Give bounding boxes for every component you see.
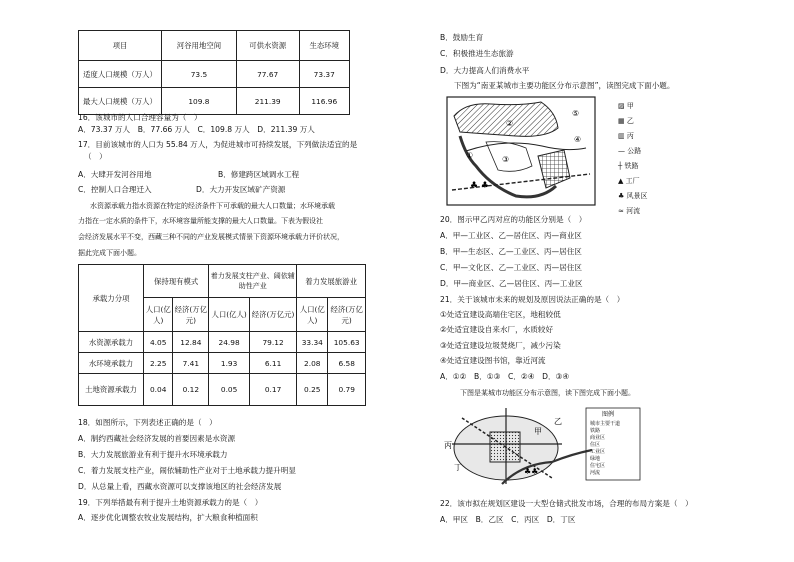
legend-swatch-icon: ▥ xyxy=(618,132,627,140)
q17-stem: 17．目前该城市的人口为 55.84 万人，为促进城市可持续发展，下列做法适宜的是 xyxy=(78,140,358,149)
q17-b: B．修建跨区域调水工程 xyxy=(218,170,300,179)
sub-pop: 人口(亿人) xyxy=(144,298,173,332)
q18-b: B．大力发展旅游业有利于提升水环境承载力 xyxy=(78,450,228,459)
cell: 0.04 xyxy=(144,374,173,406)
q20-c: C．甲—文化区、乙—工业区、丙—居住区 xyxy=(440,263,582,272)
legend-scenic: ♣ 风景区 xyxy=(618,192,648,200)
cell: 6.58 xyxy=(328,353,366,374)
q19-a: A．逐步优化调整农牧业发展结构，扩大粮食种植面积 xyxy=(78,513,258,522)
legend-road: — 公路 xyxy=(618,147,642,155)
legend-item: 绿地 xyxy=(590,456,601,462)
q21-o2: ②处适宜建设自来水厂，水质较好 xyxy=(440,325,554,334)
cell: 12.84 xyxy=(173,332,209,353)
q18-a: A．制约西藏社会经济发展的首要因素是水资源 xyxy=(78,434,236,443)
q21-o4: ④处适宜建设图书馆，靠近河流 xyxy=(440,356,546,365)
q20-a: A．甲—工业区、乙—居住区、丙—商业区 xyxy=(440,231,582,240)
q21-o3: ③处适宜建设垃圾焚烧厂，减少污染 xyxy=(440,341,561,350)
zone-yi-label: 乙 xyxy=(554,417,562,426)
q17-a: A．大肆开发河谷用地 xyxy=(78,170,152,179)
legend-bing: ▥ 丙 xyxy=(618,132,634,140)
passage-line: 水资源承载力指水资源在特定的经济条件下可承载的最大人口数量；水环境承载 xyxy=(90,202,335,210)
table-capacity xyxy=(78,264,366,406)
cell: 116.96 xyxy=(299,88,349,115)
q16-options: A．73.37 万人 B．77.66 万人 C．109.8 万人 D．211.39 万人 xyxy=(78,125,315,134)
label-3: ③ xyxy=(502,155,510,164)
q19-d: D．大力提高人们消费水平 xyxy=(440,66,530,75)
th-item: 项目 xyxy=(79,31,162,61)
cell: 1.93 xyxy=(209,353,250,374)
cell: 0.25 xyxy=(297,374,328,406)
map2-intro: 下图是某城市功能区分布示意图，读下图完成下面小题。 xyxy=(460,389,635,397)
cell: 0.05 xyxy=(209,374,250,406)
legend-item: 商业区 xyxy=(590,435,606,441)
legend-rail: ┼ 铁路 xyxy=(618,162,639,170)
cell: 109.8 xyxy=(162,88,237,115)
line-icon: — xyxy=(618,147,628,155)
legend-swatch-icon: ▨ xyxy=(618,102,627,110)
legend-yi: ▦ 乙 xyxy=(618,117,634,125)
th-mode2: 着力发展支柱产业、阔依辅助性产业 xyxy=(209,265,297,298)
legend-item: 河流 xyxy=(590,470,601,476)
factory-icon: ▲ xyxy=(618,177,626,185)
q18-c: C．着力发展支柱产业，闹依辅助性产业对于土地承载力提升明显 xyxy=(78,466,296,475)
q22-options: A．甲区 B．乙区 C．丙区 D．丁区 xyxy=(440,515,576,524)
zone-jia-label: 甲 xyxy=(534,427,542,436)
label-5: ⑤ xyxy=(572,109,580,118)
cell: 0.12 xyxy=(173,374,209,406)
th-valley: 河谷用地空间 xyxy=(162,31,237,61)
tree-icon: ♣♣ xyxy=(524,467,539,476)
cell: 73.37 xyxy=(299,61,349,88)
cell: 79.12 xyxy=(249,332,296,353)
q16-stem: 16．该城市的人口合理容量为（ ） xyxy=(78,113,202,122)
zone-ding-label: 丁 xyxy=(454,463,462,472)
row-label: 水环境承载力 xyxy=(79,353,144,374)
legend-river: ≈ 河流 xyxy=(618,207,641,215)
cell: 最大人口规模（万人） xyxy=(79,88,162,115)
legend-item: 住宅区 xyxy=(590,463,606,469)
q18-d: D．从总量上看，西藏水资源可以支撑该地区的社会经济发展 xyxy=(78,482,282,491)
passage-line: 据此完成下面小题。 xyxy=(78,249,141,257)
q21-options: A．①② B．①③ C．②④ D．③④ xyxy=(440,372,570,381)
q20-d: D．甲—商业区、乙—居住区、丙—工业区 xyxy=(440,279,583,288)
river-icon: ≈ xyxy=(618,207,627,215)
q19-b: B．鼓励生育 xyxy=(440,33,484,42)
th-capacity: 承载力分项 xyxy=(79,265,144,332)
cell: 33.34 xyxy=(297,332,328,353)
q20-b: B．甲—生态区、乙—工业区、丙—居住区 xyxy=(440,247,582,256)
q21-o1: ①处适宜建设高端住宅区，地租较低 xyxy=(440,310,561,319)
row-label: 土地资源承载力 xyxy=(79,374,144,406)
cell: 77.67 xyxy=(236,61,299,88)
label-4: ④ xyxy=(574,135,582,144)
cell: 105.63 xyxy=(328,332,366,353)
zone-bing-label: 丙 xyxy=(444,441,452,450)
legend-item: 铁路 xyxy=(590,428,601,434)
cell: 4.05 xyxy=(144,332,173,353)
map1-intro: 下图为“南亚某城市主要功能区分布示意图”，读图完成下面小题。 xyxy=(454,81,675,90)
city-zone-map xyxy=(442,404,642,486)
cell: 73.5 xyxy=(162,61,237,88)
th-eco: 生态环境 xyxy=(299,31,349,61)
rail-icon: ┼ xyxy=(618,162,625,170)
legend-item: 工业区 xyxy=(590,449,606,455)
q17-c: C．控制人口合理迁入 xyxy=(78,185,152,194)
cell: 0.79 xyxy=(328,374,366,406)
q17-d: D．大力开发区域矿产资源 xyxy=(196,185,286,194)
q17-paren: （ ） xyxy=(84,152,107,161)
q22-stem: 22．该市拟在规划区建设一大型仓储式批发市场，合理的布局方案是（ ） xyxy=(440,499,693,508)
legend-item: 住区 xyxy=(590,442,601,448)
q19-stem: 19．下列举措最有利于提升土地资源承载力的是（ ） xyxy=(78,498,263,507)
q21-stem: 21．关于该城市未来的规划及原因说法正确的是（ ） xyxy=(440,295,625,304)
legend-swatch-icon: ▦ xyxy=(618,117,627,125)
sub-eco: 经济(万亿元) xyxy=(328,298,366,332)
map2-legend-title: 图例 xyxy=(602,411,615,418)
passage-line: 会经济发展水平不变，西藏三种不同的产业发展模式情景下资源环境承载力评价状况， xyxy=(78,233,344,241)
q19-c: C．积极推进生态旅游 xyxy=(440,49,514,58)
th-mode3: 着力发展旅游业 xyxy=(297,265,366,298)
q18-stem: 18．如图所示，下列表述正确的是（ ） xyxy=(78,418,217,427)
th-water: 可供水资源 xyxy=(236,31,299,61)
cell: 2.25 xyxy=(144,353,173,374)
q20-stem: 20．图示甲乙丙对应的功能区分别是（ ） xyxy=(440,215,587,224)
city-function-map xyxy=(446,96,596,206)
cell: 7.41 xyxy=(173,353,209,374)
cell: 适度人口规模（万人） xyxy=(79,61,162,88)
cell: 211.39 xyxy=(236,88,299,115)
sub-eco: 经济(万亿元) xyxy=(249,298,296,332)
zone-yi xyxy=(538,150,570,188)
scenic-icon: ♣ ♣ xyxy=(470,181,489,191)
tree-icon: ♣ xyxy=(618,192,627,200)
legend-jia: ▨ 甲 xyxy=(618,102,634,110)
cell: 0.17 xyxy=(249,374,296,406)
row-label: 水资源承载力 xyxy=(79,332,144,353)
cell: 6.11 xyxy=(249,353,296,374)
sub-pop: 人口(亿人) xyxy=(209,298,250,332)
label-1: ① xyxy=(466,151,474,160)
sub-eco: 经济(万亿元) xyxy=(173,298,209,332)
label-2: ② xyxy=(506,119,514,128)
legend-factory: ▲ 工厂 xyxy=(618,177,640,185)
sub-pop: 人口(亿人) xyxy=(297,298,328,332)
table-population xyxy=(78,30,350,115)
legend-item: 城市主要干道 xyxy=(590,421,621,427)
passage-line: 力指在一定水质的条件下，水环境容量所能支撑的最大人口数量。下表为假设社 xyxy=(78,217,323,225)
cell: 24.98 xyxy=(209,332,250,353)
cell: 2.08 xyxy=(297,353,328,374)
th-mode1: 保持现有模式 xyxy=(144,265,209,298)
